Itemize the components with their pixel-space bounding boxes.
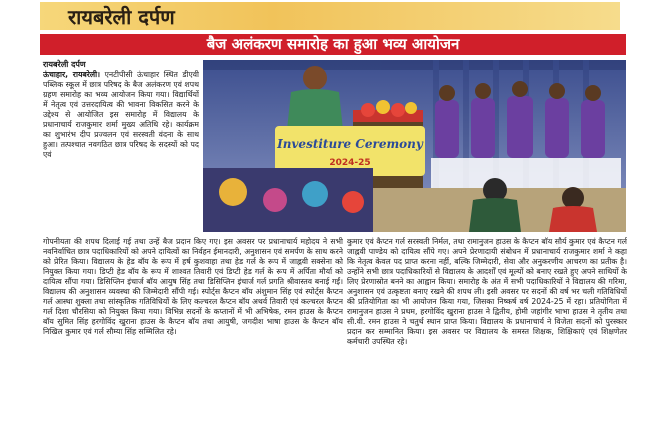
article-column-bottom-left bbox=[43, 237, 343, 433]
banner-year: 2024-25 bbox=[329, 158, 371, 168]
article-text-top: एनटीपीसी ऊंचाहार स्थित डीएवी पब्लिक स्कूल में छात्र परिषद के बैज अलंकरण एवं शपथ ग्रहण समारोह का भव्य आयोजन किया गया। विद्यार्थियों में नेतृत्व एवं उत्तरदायित्व की भावना विकसित करने के उद्देश्य से आयोजित इस समारोह में विद्यालय के प्रधानाचार्य राजकुमार शर्मा मुख्य अतिथि रहे। कार्यक्रम का शुभारंभ दीप प्रज्वलन एवं सरस्वती वंदना के साथ हुआ। तत्पश्चात नवगठित छात्र परिषद के सदस्यों को पद एवं bbox=[43, 70, 199, 159]
banner-text: Investiture Ceremony bbox=[277, 137, 423, 151]
event-photo bbox=[203, 60, 626, 232]
article-text-bottom-right: कुमार एवं कैप्टन गर्ल सरस्वती निर्मल, तथा रामानुजन हाउस के कैप्टन बॉय सौर्य कुमार एवं कैप्टन गर्ल जाह्नवी पाण्डेय को दायित्व सौंपे गए। अपने प्रेरणादायी संबोधन में प्रधानाचार्य राजकुमार शर्मा ने कहा कि नेतृत्व केवल पद प्राप्त करना नहीं, बल्कि जिम्मेदारी, सेवा और अनुकरणीय आचरण का प्रतीक है। उन्होंने सभी छात्र पदाधिकारियों से विद्यालय के आदर्शों एवं मूल्यों को बनाए रखते हुए अपने साथियों के लिए प्रेरणास्रोत बनने का आह्वान किया। समारोह के अंत में सभी पदाधिकारियों ने विद्यालय की गरिमा, अनुशासन एवं उत्कृष्टता बनाए रखने की शपथ ली। इसी अवसर पर सदनों की वर्ष भर चली गतिविधियों की प्रतियोगिता का भी आयोजन किया गया, जिसका निष्कर्ष वर्ष 2024-25 में रहा। प्रतियोगिता में रामानुजन हाउस ने प्रथम, हरगोविंद खुराना हाउस ने द्वितीय, होमी जहांगीर भाभा हाउस ने तृतीय तथा सी.वी. रमन हाउस ने चतुर्थ स्थान प्राप्त किया। विद्यालय के प्रधानाचार्य ने विजेता सदनों को पुरस्कार प्रदान कर सम्मानित किया। इस अवसर पर विद्यालय के समस्त शिक्षक, शिक्षिकाएं एवं शिक्षणेतर कर्मचारी उपस्थित रहे। bbox=[347, 237, 627, 346]
byline: रायबरेली दर्पण bbox=[43, 60, 86, 69]
decorated-table bbox=[203, 168, 373, 232]
masthead bbox=[40, 2, 620, 30]
event-photo-illustration bbox=[203, 60, 626, 232]
article-text-bottom-left: गोपनीयता की शपथ दिलाई गई तथा उन्हें बैज प्रदान किए गए। इस अवसर पर प्रधानाचार्य महोदय ने सभी नवनिर्वाचित छात्र पदाधिकारियों को अपने दायित्वों का निर्वहन ईमानदारी, अनुशासन एवं समर्पण के साथ करने को प्रेरित किया। विद्यालय के हेड बॉय के रूप में हर्ष कुशवाहा तथा हेड गर्ल के रूप में जाह्नवी सक्सेना को नियुक्त किया गया। डिप्टी हेड बॉय के रूप में शाश्वत तिवारी एवं डिप्टी हेड गर्ल के रूप में अर्पिता मौर्या को दायित्व सौंपा गया। डिसिप्लिन इंचार्ज बॉय आयुष सिंह तथा डिसिप्लिन इंचार्ज गर्ल प्रगति श्रीवास्तव बनाई गईं। विद्यालय की अनुशासन व्यवस्था की जिम्मेदारी सौंपी गई। स्पोर्ट्स कैप्टन बॉय अंशुमान सिंह एवं स्पोर्ट्स कैप्टन गर्ल आस्था शुक्ला तथा सांस्कृतिक गतिविधियों के लिए कल्चरल कैप्टन बॉय अथर्व तिवारी एवं कल्चरल कैप्टन गर्ल दिशा चौरसिया को नियुक्त किया गया। विभिन्न सदनों के कप्तानों में भी अभिषेक, रमन हाउस के कैप्टन बॉय सुमित सिंह हरगोविंद खुराना हाउस के कैप्टन बॉय तथा आयुषी, जगदीश भाषा हाउस के कैप्टन बॉय निखिल कुमार एवं गर्ल सौम्या सिंह सम्मिलित रहे। bbox=[43, 237, 343, 336]
masthead-title: रायबरेली दर्पण bbox=[68, 5, 175, 29]
article-column-bottom-right bbox=[347, 237, 627, 433]
article-lead: ऊंचाहार, रायबरेली। bbox=[43, 70, 101, 79]
headline: बैज अलंकरण समारोह का हुआ भव्य आयोजन bbox=[40, 34, 626, 55]
article-column-top bbox=[43, 70, 199, 236]
